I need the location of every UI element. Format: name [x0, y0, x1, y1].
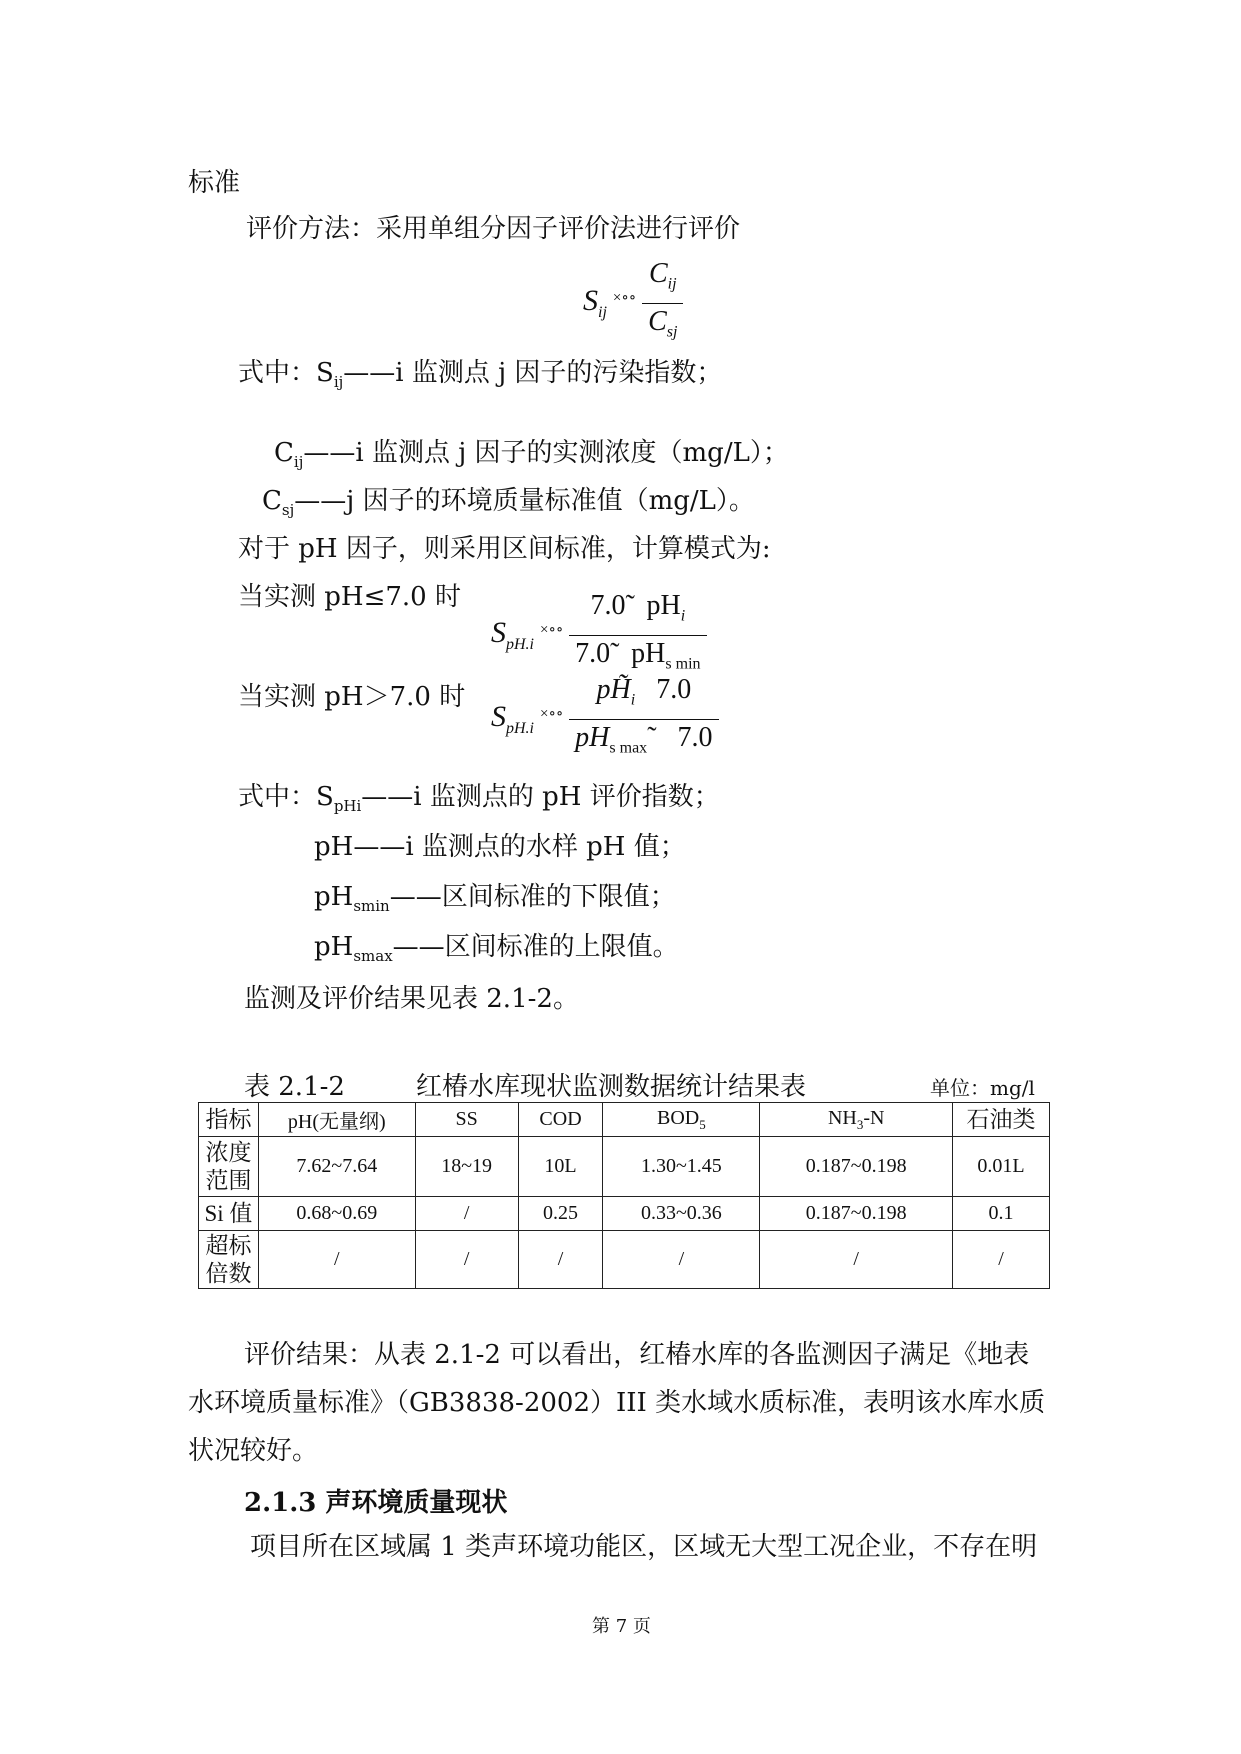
definition-csj: $C_{sj}——j$ 因子的环境质量标准值（mg/L）。 [262, 486, 755, 520]
page-number: 第 7 页 [592, 1616, 651, 1637]
table-cell: 0.187~0.198 [760, 1197, 953, 1231]
section-heading: 2.1.3 声环境质量现状 [244, 1488, 508, 1518]
definition-sphi: 式中：$S_{pHi}——i$ 监测点的 pH 评价指数； [238, 782, 720, 816]
table-cell: 18~19 [415, 1137, 518, 1197]
header-bod5: $BOD_5$ [603, 1103, 760, 1137]
table-cell: 0.1 [953, 1197, 1050, 1231]
row-label-si: Si 值 [199, 1197, 259, 1231]
header-oil: 石油类 [953, 1103, 1050, 1137]
text-condition-gt7: 当实测 pH＞7.0 时 [238, 682, 466, 712]
text-see-table: 监测及评价结果见表 2.1-2。 [244, 984, 579, 1014]
definition-ph: pH——i 监测点的水样 pH 值； [314, 832, 686, 862]
header-indicator: 指标 [199, 1103, 259, 1137]
header-ph: pH(无量纲) [258, 1103, 415, 1137]
table-cell: / [953, 1231, 1050, 1289]
result-line-2: 水环境质量标准》（GB3838-2002）III 类水域水质标准，表明该水库水质 [188, 1388, 1046, 1418]
table-cell: 10L [518, 1137, 603, 1197]
table-row [199, 1197, 1050, 1231]
formula-sph-le7: $S_{pH.i}$ ×∘∘ $\frac{7.0̃ pH_i}{7.0̃ pH_{s min}}$ [491, 588, 707, 682]
table-cell: / [258, 1231, 415, 1289]
formula-sph-gt7: $S_{pH.i}$ ×∘∘ $\frac{pH̃_i 7.0}{pH_{s max}˜ 7.0}$ [491, 672, 719, 766]
text-noise-area: 项目所在区域属 1 类声环境功能区，区域无大型工况企业，不存在明 [250, 1532, 1038, 1562]
text-standard: 标准 [188, 168, 241, 198]
text-ph-intro: 对于 pH 因子，则采用区间标准，计算模式为: [238, 534, 771, 564]
table-cell: / [518, 1231, 603, 1289]
header-nh3n: $NH_3-N$ [760, 1103, 953, 1137]
formula-sij: $S_{ij}$ ×∘∘ $\frac{C_{ij}}{C_{sj}}$ [583, 256, 683, 350]
definition-sij: 式中：$S_{ij}——i$ 监测点 j 因子的污染指数； [238, 358, 723, 392]
table-header-row [199, 1103, 1050, 1137]
monitoring-table [198, 1102, 1050, 1289]
table-cell: 0.01L [953, 1137, 1050, 1197]
definition-phsmax: $pH_{smax}——$区间标准的上限值。 [314, 932, 679, 966]
header-ss: SS [415, 1103, 518, 1137]
table-caption-number: 表 2.1-2 [244, 1072, 345, 1102]
table-caption-title: 红椿水库现状监测数据统计结果表 [416, 1072, 807, 1102]
table-cell: 0.68~0.69 [258, 1197, 415, 1231]
table-cell: 0.25 [518, 1197, 603, 1231]
row-label-exceed: 超标 倍数 [199, 1231, 259, 1289]
text-condition-le7: 当实测 pH≤7.0 时 [238, 582, 461, 612]
table-cell: / [415, 1197, 518, 1231]
table-unit: 单位：mg/l [930, 1076, 1035, 1100]
header-cod: COD [518, 1103, 603, 1137]
table-cell: 0.33~0.36 [603, 1197, 760, 1231]
table-row [199, 1137, 1050, 1197]
table-cell: 7.62~7.64 [258, 1137, 415, 1197]
table-cell: / [603, 1231, 760, 1289]
definition-cij: $C_{ij}——i$ 监测点 j 因子的实测浓度（mg/L）； [274, 438, 789, 472]
table-cell: 0.187~0.198 [760, 1137, 953, 1197]
definition-phsmin: $pH_{smin}——$区间标准的下限值； [314, 882, 676, 916]
table-cell: / [415, 1231, 518, 1289]
row-label-concentration: 浓度 范围 [199, 1137, 259, 1197]
table-cell: 1.30~1.45 [603, 1137, 760, 1197]
table-row [199, 1231, 1050, 1289]
text-eval-method: 评价方法：采用单组分因子评价法进行评价 [246, 214, 741, 244]
table-cell: / [760, 1231, 953, 1289]
result-line-1: 评价结果：从表 2.1-2 可以看出，红椿水库的各监测因子满足《地表 [244, 1340, 1030, 1370]
result-line-3: 状况较好。 [188, 1436, 319, 1466]
